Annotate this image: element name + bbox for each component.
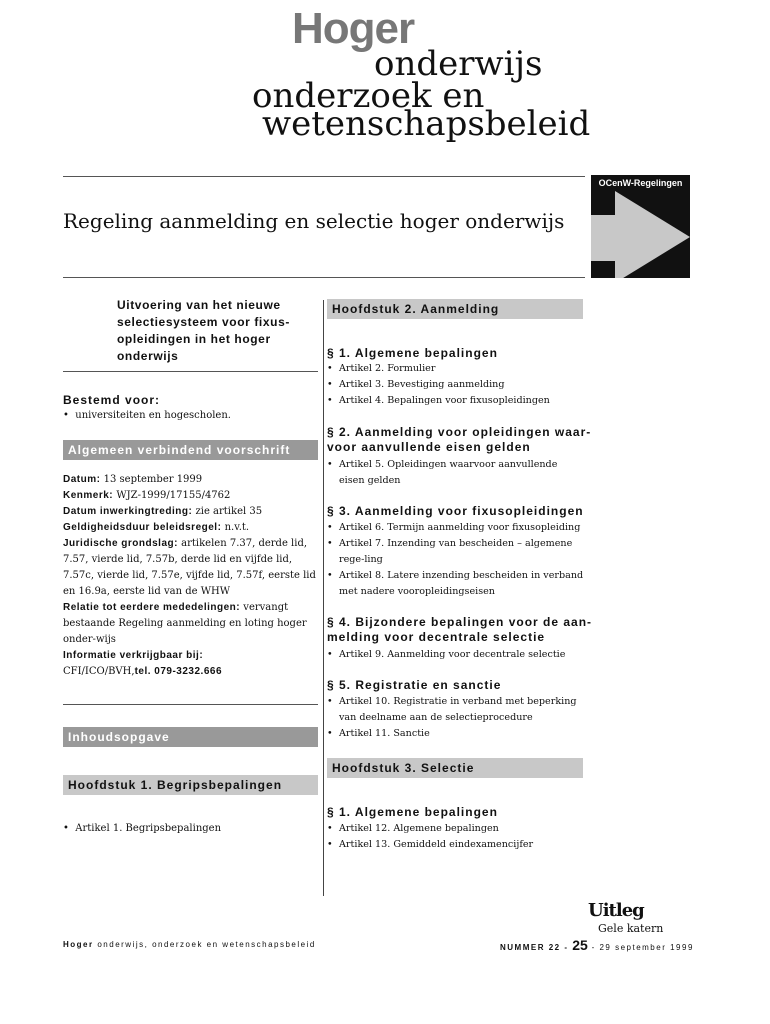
s24-title: § 4. Bijzondere bepalingen voor de aan- melding voor decentrale selectie [327, 615, 593, 644]
uitleg-logo-sub: Gele katern [598, 922, 664, 935]
hoofdstuk-3-header: Hoofdstuk 3. Selectie [327, 758, 583, 778]
intro-text: Uitvoering van het nieuwe selectiesysteem voor fixus-opleidingen in het hoger onderwijs [117, 298, 290, 363]
masthead-hoger: Hoger [292, 4, 415, 53]
masthead-line-2: onderzoek en [252, 76, 485, 116]
avv-header: Algemeen verbindend voorschrift [63, 440, 318, 460]
masthead-line-3: wetenschapsbeleid [262, 104, 591, 144]
relatie-value: vervangt bestaande Regeling aanmelding en loting hoger onder-wijs [63, 602, 307, 645]
kenmerk-label: Kenmerk: [63, 490, 114, 501]
s23-title: § 3. Aanmelding voor fixusopleidingen [327, 504, 584, 518]
page-number: 25 [572, 937, 588, 953]
geldig-value: n.v.t. [224, 522, 250, 533]
hoofdstuk-2-header: Hoofdstuk 2. Aanmelding [327, 299, 583, 319]
s22-list [327, 457, 587, 489]
datum-value: 13 september 1999 [103, 474, 203, 485]
divider-meta [63, 704, 318, 705]
footer-date: - 29 september 1999 [591, 943, 694, 952]
s25-title: § 5. Registratie en sanctie [327, 678, 502, 692]
arrow-icon [591, 175, 690, 278]
bestemd-heading: Bestemd voor: [63, 393, 161, 407]
list-item: • Artikel 9. Aanmelding voor decentrale selectie [327, 649, 566, 660]
list-item: • Artikel 7. Inzending van bescheiden – algemene rege-ling [327, 538, 573, 565]
h1-article: • Artikel 1. Begripsbepalingen [63, 823, 222, 834]
list-item: • Artikel 2. Formulier [327, 363, 436, 374]
list-item: • Artikel 10. Registratie in verband met beperking van deelname aan de selectieprocedure [327, 696, 577, 723]
meta-block [63, 472, 325, 680]
footer-right [500, 937, 694, 953]
relatie-label: Relatie tot eerdere mededelingen: [63, 602, 241, 613]
uitleg-logo: Uitleg [588, 900, 644, 921]
hoofdstuk-1-header: Hoofdstuk 1. Begripsbepalingen [63, 775, 318, 795]
ocenw-badge [591, 175, 690, 278]
list-item: • Artikel 5. Opleidingen waarvoor aanvullende eisen gelden [327, 459, 558, 486]
s25-list [327, 694, 587, 742]
inwerk-value: zie artikel 35 [195, 506, 263, 517]
badge-label: OCenW-Regelingen [598, 178, 683, 188]
h1-article-text: Artikel 1. Begripsbepalingen [75, 823, 222, 834]
list-item: • Artikel 13. Gemiddeld eindexamencijfer [327, 839, 534, 850]
page-title: Regeling aanmelding en selectie hoger onderwijs [63, 209, 565, 233]
s22-title: § 2. Aanmelding voor opleidingen waar- voor aanvullende eisen gelden [327, 425, 592, 454]
list-item: • Artikel 6. Termijn aanmelding voor fixusopleiding [327, 522, 581, 533]
kenmerk-value: WJZ-1999/17155/4762 [116, 490, 231, 501]
datum-label: Datum: [63, 474, 101, 485]
footer-nummer: NUMMER 22 - [500, 943, 569, 952]
masthead-line-1: onderwijs [374, 44, 543, 84]
divider-title [63, 277, 585, 278]
divider-intro [63, 371, 318, 372]
list-item: • Artikel 12. Algemene bepalingen [327, 823, 499, 834]
list-item: • Artikel 3. Bevestiging aanmelding [327, 379, 505, 390]
jur-value: artikelen 7.37, derde lid, 7.57, vierde lid, 7.57b, derde lid en vijfde lid, 7.57c, vierde lid, 7.57e, vijfde lid, 7.57f, eerste lid en 16.9a, eerste lid van de WHW [63, 538, 316, 597]
footer-left: Hoger onderwijs, onderzoek en wetenschapsbeleid [63, 940, 316, 949]
bestemd-text: universiteiten en hogescholen. [75, 410, 231, 421]
s31-list [327, 821, 587, 853]
tel-value: tel. 079-3232.666 [134, 666, 223, 677]
info-value: CFI/ICO/BVH, [63, 666, 135, 677]
jur-label: Juridische grondslag: [63, 538, 178, 549]
divider-top [63, 176, 585, 177]
geldig-label: Geldigheidsduur beleidsregel: [63, 522, 222, 533]
s21-list [327, 361, 587, 409]
column-divider [323, 300, 324, 896]
inwerk-label: Datum inwerkingtreding: [63, 506, 193, 517]
s31-title: § 1. Algemene bepalingen [327, 805, 498, 819]
inhoud-header: Inhoudsopgave [63, 727, 318, 747]
info-label: Informatie verkrijgbaar bij: [63, 650, 204, 661]
s23-list [327, 520, 587, 600]
bestemd-item: • universiteiten en hogescholen. [63, 410, 231, 421]
list-item: • Artikel 11. Sanctie [327, 728, 430, 739]
list-item: • Artikel 8. Latere inzending bescheiden in verband met nadere vooropleidingseisen [327, 570, 584, 597]
list-item: • Artikel 4. Bepalingen voor fixusopleidingen [327, 395, 550, 406]
s21-title: § 1. Algemene bepalingen [327, 346, 498, 360]
s24-list [327, 647, 587, 663]
